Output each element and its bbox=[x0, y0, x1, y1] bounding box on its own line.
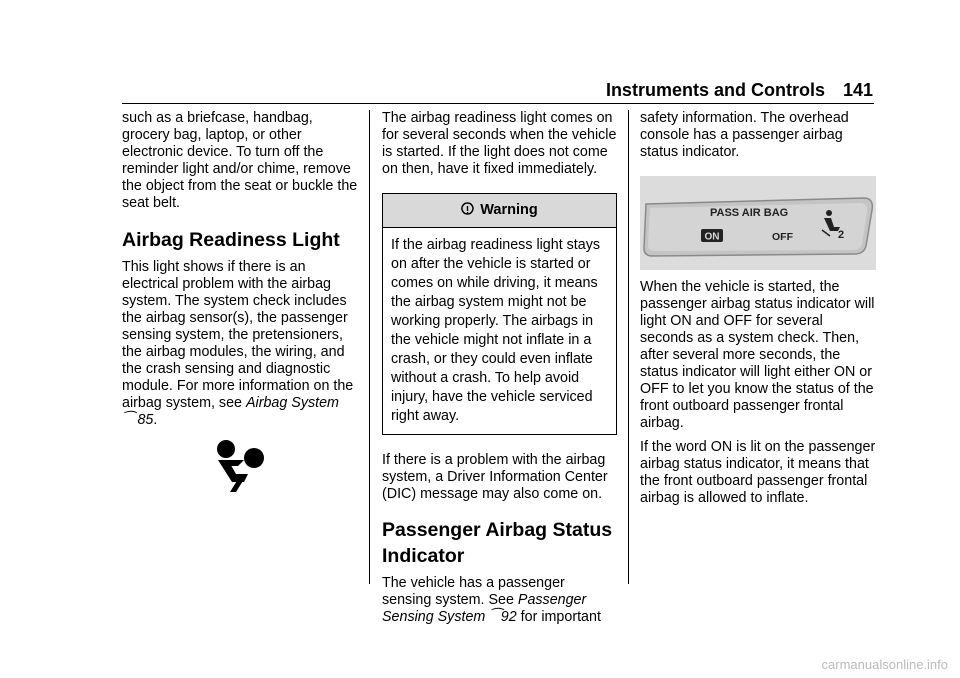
warning-header bbox=[383, 194, 616, 228]
col3-intro: safety information. The overhead console has a passenger airbag status indicator. bbox=[640, 110, 849, 160]
warning-icon bbox=[461, 202, 474, 219]
col1-body bbox=[122, 259, 358, 429]
col2-after-warning: If there is a problem with the airbag system, a Driver Information Center (DIC) message may also come on. bbox=[382, 452, 608, 502]
page-ref-icon: ⁀ bbox=[122, 412, 134, 428]
passenger-airbag-heading: Passenger Airbag Status Indicator bbox=[382, 519, 613, 567]
airbag-readiness-icon bbox=[214, 440, 264, 497]
ref-airbag-system[interactable]: Airbag System bbox=[245, 395, 339, 411]
column-divider-1 bbox=[369, 110, 370, 584]
panel-on-label: ON bbox=[704, 231, 720, 243]
ref-airbag-page[interactable]: 85 bbox=[137, 412, 154, 428]
col3-para1: When the vehicle is started, the passenger airbag status indicator will light ON and OFF for several seconds as a system check. Then, after several more seconds, the status indicator will light either ON or OFF to let you know the status of the front outboard passenger frontal airbag. bbox=[640, 279, 875, 431]
airbag-readiness-heading: Airbag Readiness Light bbox=[122, 229, 340, 251]
panel-title: PASS AIR BAG bbox=[710, 207, 789, 219]
col2-body-end: for important bbox=[516, 609, 601, 625]
col3-para2: If the word ON is lit on the passenger airbag status indicator, it means that the front outboard passenger frontal airbag is allowed to inflate. bbox=[640, 439, 876, 506]
col1-intro: such as a briefcase, handbag, grocery bag, laptop, or other electronic device. To turn off the reminder light and/or chime, remove the object from the seat or buckle the seat belt. bbox=[122, 110, 358, 211]
column-3 bbox=[640, 110, 876, 161]
panel-off-label: OFF bbox=[772, 231, 793, 243]
page-ref-icon-2: ⁀ bbox=[489, 609, 501, 625]
col2-body bbox=[382, 575, 617, 626]
warning-text: If the airbag readiness light stays on after the vehicle is started or comes on while driving, it means the airbag system might not be working properly. The airbags in the vehicle might not inflate in a crash, or they could even inflate without a crash. To help avoid injury, have the vehicle serviced right away. bbox=[391, 237, 601, 424]
ref-passenger-page[interactable]: 92 bbox=[500, 609, 517, 625]
warning-box bbox=[382, 193, 617, 435]
page-number: 141 bbox=[842, 80, 873, 100]
header-rule bbox=[122, 103, 874, 104]
watermark: carmanualsonline.info bbox=[821, 657, 948, 672]
column-2 bbox=[382, 110, 617, 626]
ref-period: . bbox=[153, 412, 158, 428]
passenger-airbag-panel-image bbox=[640, 176, 876, 270]
section-title: Instruments and Controls bbox=[605, 80, 825, 100]
page-header bbox=[590, 80, 873, 104]
column-divider-2 bbox=[628, 110, 629, 584]
panel-seat-number: 2 bbox=[838, 229, 845, 241]
warning-title: Warning bbox=[480, 202, 538, 218]
col1-body-text: This light shows if there is an electrical problem with the airbag system. The system check includes the airbag sensor(s), the passenger sensing system, the pretensioners, the airbag modules, the wiring, and the crash sensing and diagnostic module. For more information on the airbag system, see bbox=[122, 259, 354, 411]
column-1 bbox=[122, 110, 358, 429]
ref-passenger-sensing[interactable]: Passenger Sensing System bbox=[382, 592, 587, 625]
col2-body-text: The vehicle has a passenger sensing system. See bbox=[382, 575, 565, 608]
column-3-lower bbox=[640, 279, 876, 507]
col2-intro: The airbag readiness light comes on for several seconds when the vehicle is started. If the light does not come on then, have it fixed immediately. bbox=[382, 110, 617, 177]
